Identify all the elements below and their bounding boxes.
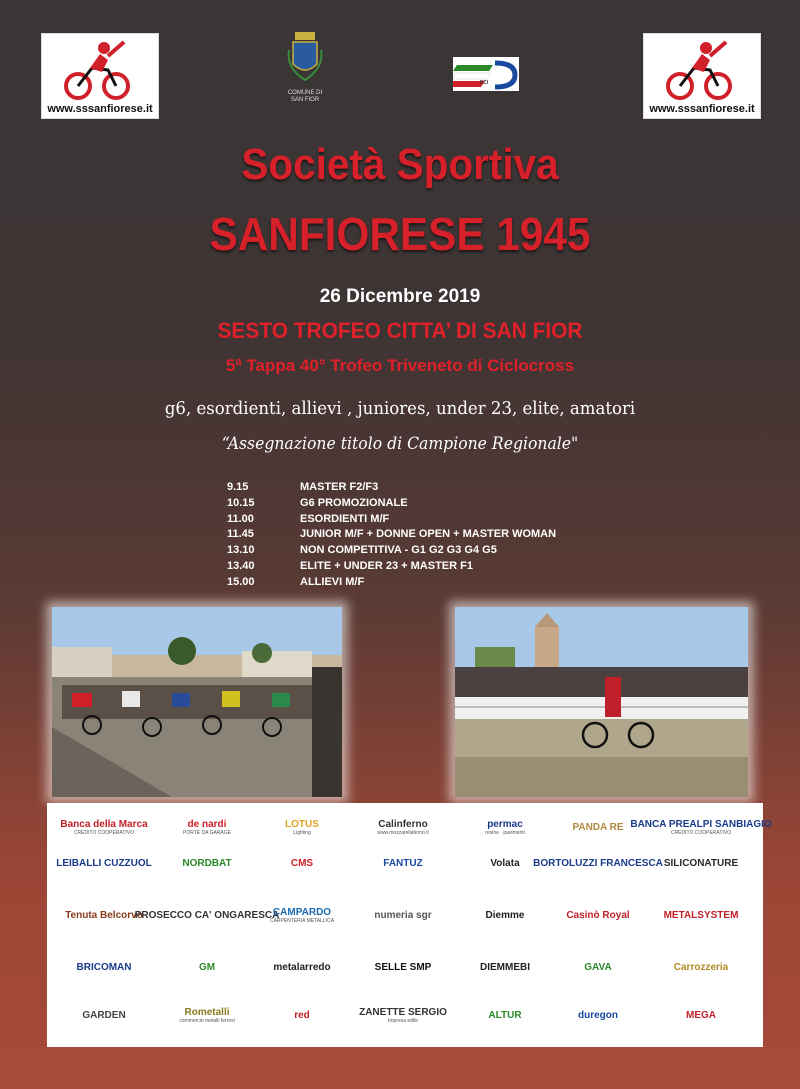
sponsor-logo: [555, 1001, 641, 1029]
sponsor-subtitle: PORTE DA GARAGE: [183, 829, 231, 836]
sponsor-name: BANCA PREALPI SANBIAGIO: [630, 818, 772, 830]
schedule-race: MASTER F2/F3: [300, 481, 379, 493]
sponsor-logo: [555, 813, 641, 841]
event-assignment: “Assegnazione titolo di Campione Regionale": [221, 434, 579, 454]
race-photo-race: [455, 607, 748, 797]
sponsor-logo: [134, 901, 280, 929]
sponsor-subtitle: CARPENTERIA METALLICA: [269, 917, 335, 924]
club-title-line2: SANFIORESE 1945: [209, 208, 591, 260]
schedule-row: [227, 544, 556, 560]
sponsor-name: de nardi: [187, 818, 227, 830]
sponsor-logo: [165, 813, 249, 841]
sponsor-name: metalarredo: [273, 961, 331, 973]
sponsor-subtitle: Impresa edile: [387, 1017, 418, 1024]
sponsor-logo: [257, 813, 347, 841]
sponsor-logo: [257, 901, 347, 929]
sponsor-name: Casinò Royal: [566, 909, 630, 921]
sponsor-name: Diemme: [485, 909, 525, 921]
sponsor-name: Volata: [490, 857, 520, 869]
schedule-race: ELITE + UNDER 23 + MASTER F1: [300, 559, 473, 572]
sponsor-logo: [355, 1001, 451, 1029]
sponsor-logo: [555, 901, 641, 929]
schedule-race: ESORDIENTI M/F: [300, 512, 390, 525]
sponsor-subtitle: CREDITO COOPERATIVO: [670, 829, 732, 836]
sponsor-name: CMS: [290, 857, 314, 869]
club-url[interactable]: www.sssanfiorese.it: [649, 103, 755, 115]
sponsor-name: Tenuta Belcorvo: [65, 909, 143, 921]
sponsor-name: Calinferno: [378, 818, 428, 830]
schedule-time: 9.15: [227, 481, 249, 493]
sponsor-logo: [165, 1001, 249, 1029]
schedule-time: 15.00: [227, 575, 255, 588]
sponsor-logo: [355, 849, 451, 877]
sponsor-logo: [57, 813, 151, 841]
sponsor-logo: [647, 953, 755, 981]
schedule-row: [227, 528, 556, 544]
schedule-time: 10.15: [227, 496, 255, 509]
sponsor-name: DIEMMEBI: [480, 961, 530, 973]
sponsor-name: red: [294, 1009, 310, 1021]
cyclist-icon: [666, 38, 738, 104]
club-title-line1: Società Sportiva: [241, 140, 559, 189]
schedule-time: 13.40: [227, 559, 255, 572]
sponsor-logo: [355, 953, 451, 981]
sponsor-name: PANDA RE: [572, 821, 624, 833]
sponsor-logo: [630, 813, 772, 841]
sponsor-name: numeria sgr: [374, 909, 432, 921]
sponsor-logo: [462, 1001, 548, 1029]
sponsor-logo: [57, 953, 151, 981]
sponsor-logo: [462, 953, 548, 981]
sponsor-name: GAVA: [584, 961, 612, 973]
schedule-row: [227, 576, 556, 592]
sponsor-name: permac: [487, 818, 523, 830]
sponsor-logo: [355, 901, 451, 929]
schedule-race: JUNIOR M/F + DONNE OPEN + MASTER WOMAN: [300, 528, 557, 541]
event-categories: g6, esordienti, allievi , juniores, under 23, elite, amatori: [164, 398, 636, 419]
sponsor-logo: [257, 953, 347, 981]
sponsor-name: BORTOLUZZI FRANCESCA: [533, 857, 663, 869]
schedule-row: [227, 481, 556, 497]
sponsor-logo: [257, 1001, 347, 1029]
crest-icon: [286, 30, 324, 86]
crest-label-1: COMUNE DI: [287, 90, 323, 96]
sponsor-name: Rometalli: [184, 1006, 230, 1018]
schedule-time: 11.45: [227, 528, 254, 541]
schedule-race: G6 PROMOZIONALE: [300, 496, 408, 509]
sponsor-name: Banca della Marca: [60, 818, 148, 830]
sponsor-name: METALSYSTEM: [663, 909, 739, 921]
schedule-race: ALLIEVI M/F: [300, 575, 365, 588]
sponsor-name: Carrozzeria: [673, 961, 729, 973]
fci-label: FCI: [480, 80, 489, 86]
sponsor-name: SELLE SMP: [374, 961, 432, 973]
sponsor-name: duregon: [578, 1009, 618, 1021]
schedule-row: [227, 560, 556, 576]
sponsor-logo: [57, 1001, 151, 1029]
sponsor-name: SILICONATURE: [663, 857, 739, 869]
sponsor-name: LOTUS: [285, 818, 319, 830]
sponsor-logo: [647, 901, 755, 929]
race-action-image: [455, 607, 748, 797]
sponsor-subtitle: CREDITO COOPERATIVO: [73, 829, 135, 836]
sponsor-name: MEGA: [686, 1009, 716, 1021]
sponsor-subtitle: www.mozzarellaferno.it: [377, 829, 429, 836]
sponsor-name: ZANETTE SERGIO: [359, 1006, 447, 1018]
sponsor-name: ALTUR: [488, 1009, 522, 1021]
cyclist-icon: [64, 38, 136, 104]
sponsor-logo: [555, 953, 641, 981]
event-title: SESTO TROFEO CITTA’ DI SAN FIOR: [217, 318, 583, 343]
event-stage: 5ª Tappa 40° Trofeo Triveneto di Ciclocross: [225, 356, 575, 375]
sponsor-name: GM: [198, 961, 216, 973]
sponsor-logo: [462, 813, 548, 841]
sponsor-panel: [47, 803, 772, 1047]
sponsor-subtitle: commercio metalli ferrosi: [179, 1017, 235, 1024]
sponsor-logo: [647, 849, 755, 877]
club-logo-left: [41, 33, 159, 119]
schedule-race: NON COMPETITIVA - G1 G2 G3 G4 G5: [300, 544, 497, 557]
schedule-row: [227, 513, 556, 529]
sponsor-subtitle: resine · pavimenti: [485, 829, 525, 836]
race-start-image: [52, 607, 342, 797]
event-date: 26 Dicembre 2019: [319, 286, 481, 307]
sponsor-logo: [165, 953, 249, 981]
sponsor-name: NORDBAT: [182, 857, 232, 869]
comune-crest: [280, 30, 330, 104]
sponsor-name: FANTUZ: [383, 857, 423, 869]
sponsor-name: LEIBALLI CUZZUOL: [56, 857, 152, 869]
race-photo-start: [52, 607, 342, 797]
schedule-time: 11.00: [227, 512, 254, 525]
sponsor-logo: [57, 849, 151, 877]
sponsor-name: GARDEN: [82, 1009, 126, 1021]
sponsor-name: BRICOMAN: [76, 961, 132, 973]
sponsor-logo: [647, 1001, 755, 1029]
sponsor-logo: [355, 813, 451, 841]
sponsor-logo: [462, 901, 548, 929]
sponsor-logo: [533, 849, 663, 877]
club-logo-right: [643, 33, 761, 119]
sponsor-subtitle: Lighting: [293, 829, 311, 836]
schedule-time: 13.10: [227, 544, 255, 557]
sponsor-logo: [257, 849, 347, 877]
sponsor-logo: [165, 849, 249, 877]
race-schedule: [227, 481, 556, 592]
crest-label-2: SAN FIOR: [290, 97, 320, 103]
sponsor-name: CAMPARDO: [272, 906, 332, 918]
sponsor-name: PROSECCO CA' ONGARESCA: [134, 909, 280, 921]
schedule-row: [227, 497, 556, 513]
club-url[interactable]: www.sssanfiorese.it: [47, 103, 153, 115]
